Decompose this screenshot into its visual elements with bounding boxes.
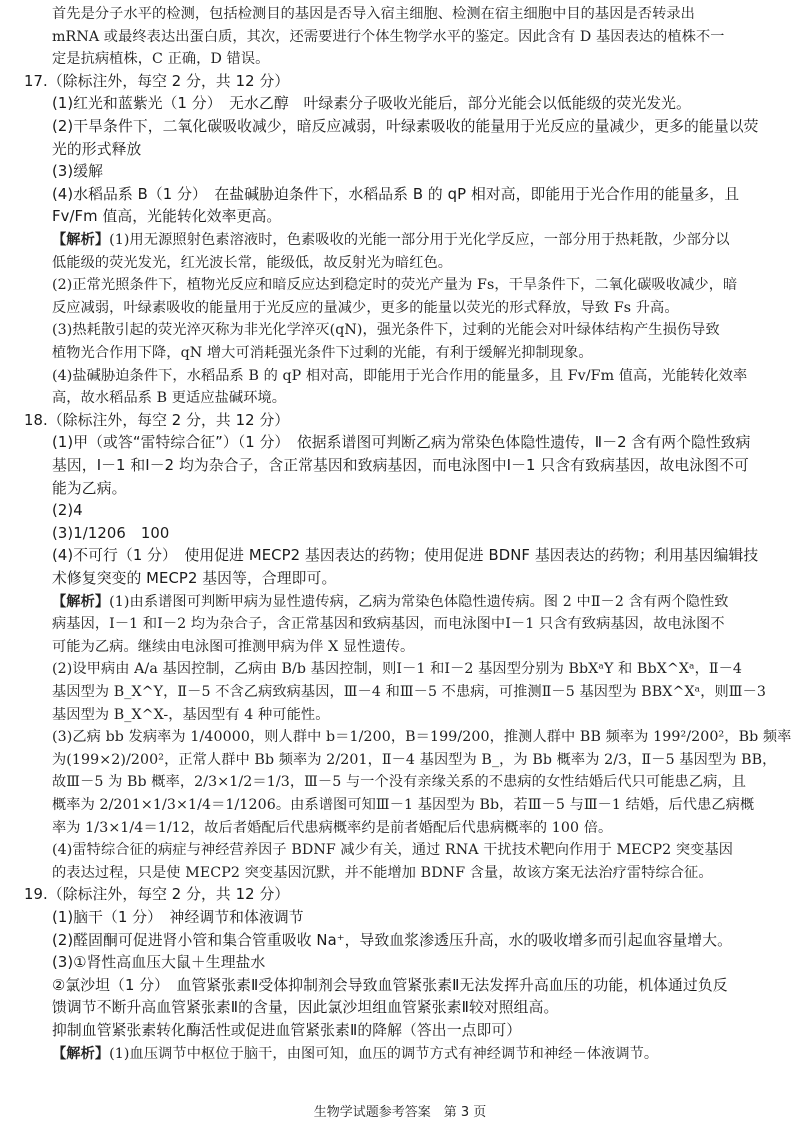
line-text: 馈调节不断升高血管紧张素Ⅱ的含量，因此氯沙坦组血管紧张素Ⅱ较对照组高。 — [52, 999, 559, 1017]
line-text: (1)甲（或答“雷特综合征”）（1 分） 依据系谱图可判断乙病为常染色体隐性遗传，Ⅱ－2 含有两个隐性致病 — [52, 434, 751, 452]
line-text: (1)红光和蓝紫光（1 分） 无水乙醇 叶绿素分子吸收光能后，部分光能会以低能级的荧光发光。 — [52, 95, 691, 113]
explanation-line — [52, 772, 800, 792]
line-text: (3)1/1206 100 — [52, 524, 170, 542]
line-text: (3)①肾性高血压大鼠＋生理盐水 — [52, 954, 266, 972]
explanation-line — [52, 614, 800, 634]
answer-line — [52, 94, 800, 114]
explanation-line — [52, 298, 800, 318]
line-text: 基因型为 B_X^X-，基因型有 4 种可能性。 — [52, 706, 330, 723]
explanation-line — [52, 253, 800, 273]
explanation-line — [52, 343, 800, 363]
line-text: 故Ⅲ－5 为 Bb 概率，2/3×1/2＝1/3，Ⅲ－5 与一个没有亲缘关系的不患病的女性结婚后代只可能患乙病，且 — [52, 774, 746, 791]
line-text: (2)醛固酮可促进肾小管和集合管重吸收 Na⁺，导致血浆渗透压升高，水的吸收增多而引起血容量增大。 — [52, 931, 732, 949]
line-text: ②氯沙坦（1 分） 血管紧张素Ⅱ受体抑制剂会导致血管紧张素Ⅱ无法发挥升高血压的功能，机体通过负反 — [52, 976, 728, 994]
line-text: (2)正常光照条件下，植物光反应和暗反应达到稳定时的荧光产量为 Fs，干旱条件下，二氧化碳吸收减少，暗 — [52, 277, 738, 294]
answer-line — [52, 931, 800, 951]
explanation-line — [52, 840, 800, 860]
explanation-line — [52, 659, 800, 679]
explanation-line — [52, 863, 800, 883]
line-text: 低能级的荧光发光，红光波长常，能级低，故反射光为暗红色。 — [52, 254, 453, 271]
line-text: (1)用无源照射色素溶液时，色素吸收的光能一部分用于光化学反应，一部分用于热耗散，少部分以 — [109, 232, 730, 248]
line-text: 抑制血管紧张素转化酶活性或促进血管紧张素Ⅱ的降解（答出一点即可） — [52, 1022, 522, 1039]
analysis-tag: 【解析】 — [52, 232, 110, 248]
line-text: Fv/Fm 值高，光能转化效率更高。 — [52, 208, 282, 226]
line-text: 基因，Ⅰ－1 和Ⅰ－2 均为杂合子，含正常基因和致病基因，而电泳图中Ⅰ－1 只含有致病基因，故电泳图不可 — [52, 457, 749, 474]
line-text: (4)雷特综合征的病症与神经营养因子 BDNF 减少有关，通过 RNA 干扰技术靶向作用于 MECP2 突变基因 — [52, 842, 734, 859]
question-header — [24, 885, 800, 905]
explanation-line — [52, 727, 800, 747]
line-text: (2)设甲病由 A/a 基因控制，乙病由 B/b 基因控制，则Ⅰ－1 和Ⅰ－2 基因型分别为 BbXᵃY 和 BbX^Xᵃ，Ⅱ－4 — [52, 661, 743, 678]
line-text: (2)4 — [52, 502, 83, 520]
answer-line — [52, 546, 800, 566]
explanation-line — [52, 230, 800, 250]
answer-line — [52, 117, 800, 137]
explanation-line — [52, 4, 800, 24]
explanation-line — [52, 275, 800, 295]
explanation-line — [52, 388, 800, 408]
explanation-line — [52, 1044, 800, 1064]
line-text: 为(199×2)/200²，正常人群中 Bb 频率为 2/201，Ⅱ－4 基因型为 B_，为 Bb 概率为 2/3，Ⅱ－5 基因型为 BB， — [52, 751, 777, 768]
explanation-line — [52, 366, 800, 386]
answer-line — [52, 998, 800, 1018]
line-text: (1)脑干（1 分） 神经调节和体液调节 — [52, 909, 304, 926]
answer-line — [52, 953, 800, 973]
line-text: 术修复突变的 MECP2 基因等，合理即可。 — [52, 570, 337, 587]
line-text: 18.（除标注外，每空 2 分，共 12 分） — [24, 411, 290, 429]
line-text: 17.（除标注外，每空 2 分，共 12 分） — [24, 72, 290, 90]
line-text: 高，故水稻品系 B 更适应盐碱环境。 — [52, 390, 287, 407]
question-header — [24, 411, 800, 431]
answer-line — [52, 207, 800, 227]
answer-line — [52, 162, 800, 182]
answer-line — [52, 569, 800, 589]
line-text: 概率为 2/201×1/3×1/4＝1/1206。由系谱图可知Ⅲ－1 基因型为 Bb，若Ⅲ－5 与Ⅲ－1 结婚，后代患乙病概 — [52, 797, 755, 813]
line-text: (1)血压调节中枢位于脑干，由图可知，血压的调节方式有神经调节和神经－体液调节。 — [109, 1045, 659, 1062]
answer-line — [52, 140, 800, 160]
line-text: 率为 1/3×1/4＝1/12，故后者婚配后代患病概率约是前者婚配后代患病概率的 100 倍。 — [52, 819, 613, 836]
line-text: (4)盐碱胁迫条件下，水稻品系 B 的 qP 相对高，即能用于光合作用的能量多，且 Fv/Fm 值高，光能转化效率 — [52, 367, 748, 384]
answer-line — [52, 908, 800, 928]
answer-line — [52, 185, 800, 205]
answer-line — [52, 976, 800, 996]
answer-line — [52, 479, 800, 499]
explanation-line — [52, 750, 800, 770]
answer-line — [52, 524, 800, 544]
explanation-line — [52, 637, 800, 657]
analysis-tag: 【解析】 — [52, 593, 110, 610]
explanation-line — [52, 795, 800, 815]
explanation-line — [52, 592, 800, 612]
answer-line — [52, 501, 800, 521]
analysis-tag: 【解析】 — [52, 1045, 110, 1062]
explanation-line — [52, 818, 800, 838]
line-text: 19.（除标注外，每空 2 分，共 12 分） — [24, 886, 290, 904]
explanation-line — [52, 49, 800, 69]
explanation-line — [52, 320, 800, 340]
answer-line — [52, 433, 800, 453]
line-text: (4)水稻品系 B（1 分） 在盐碱胁迫条件下，水稻品系 B 的 qP 相对高，即能用于光合作用的能量多，且 — [52, 185, 740, 203]
line-text: mRNA 或最终表达出蛋白质，其次，还需要进行个体生物学水平的鉴定。因此含有 D 基因表达的植株不一 — [52, 28, 725, 45]
line-text: (1)由系谱图可判断甲病为显性遗传病，乙病为常染色体隐性遗传病。图 2 中Ⅱ－2 含有两个隐性致 — [109, 593, 729, 610]
line-text: 植物光合作用下降，qN 增大可消耗强光条件下过剩的光能，有利于缓解光抑制现象。 — [52, 345, 593, 361]
line-text: (3)缓解 — [52, 163, 104, 181]
line-text: 首先是分子水平的检测，包括检测目的基因是否导入宿主细胞、检测在宿主细胞中目的基因是否转录出 — [52, 6, 695, 22]
line-text: 光的形式释放 — [52, 140, 142, 158]
line-text: (3)乙病 bb 发病率为 1/40000，则人群中 b＝1/200，B＝199/200，推测人群中 BB 频率为 199²/200²，Bb 频率 — [52, 729, 792, 746]
explanation-line — [52, 27, 800, 47]
line-text: 基因型为 B_X^Y，Ⅱ－5 不含乙病致病基因，Ⅲ－4 和Ⅲ－5 不患病，可推测Ⅱ－5 基因型为 BBX^Xᵃ，则Ⅲ－3 — [52, 684, 766, 700]
line-text: 能为乙病。 — [52, 479, 127, 497]
answer-line — [52, 1021, 800, 1041]
question-header — [24, 72, 800, 92]
explanation-line — [52, 682, 800, 702]
answer-line — [52, 456, 800, 476]
line-text: 反应减弱，叶绿素吸收的能量用于光反应的量减少，更多的能量以荧光的形式释放，导致 Fs 升高。 — [52, 299, 679, 316]
explanation-line — [52, 705, 800, 725]
page-footer: 生物学试题参考答案 第 3 页 — [313, 1105, 487, 1120]
line-text: 可能为乙病。继续由电泳图可推测甲病为伴 X 显性遗传。 — [52, 638, 415, 655]
line-text: 病基因，Ⅰ－1 和Ⅰ－2 均为杂合子，含正常基因和致病基因，而电泳图中Ⅰ－1 只含有致病基因，故电泳图不 — [52, 616, 725, 633]
line-text: 的表达过程，只是使 MECP2 突变基因沉默，并不能增加 BDNF 含量，故该方案无法治疗雷特综合征。 — [52, 864, 713, 881]
line-text: (3)热耗散引起的荧光淬灭称为非光化学淬灭(qN)，强光条件下，过剩的光能会对叶绿体结构产生损伤导致 — [52, 322, 720, 339]
line-text: 定是抗病植株，C 正确，D 错误。 — [52, 51, 270, 68]
line-text: (2)干旱条件下，二氧化碳吸收减少，暗反应减弱，叶绿素吸收的能量用于光反应的量减少，更多的能量以荧 — [52, 118, 759, 135]
line-text: (4)不可行（1 分） 使用促进 MECP2 基因表达的药物；使用促进 BDNF 基因表达的药物；利用基因编辑技 — [52, 547, 759, 565]
